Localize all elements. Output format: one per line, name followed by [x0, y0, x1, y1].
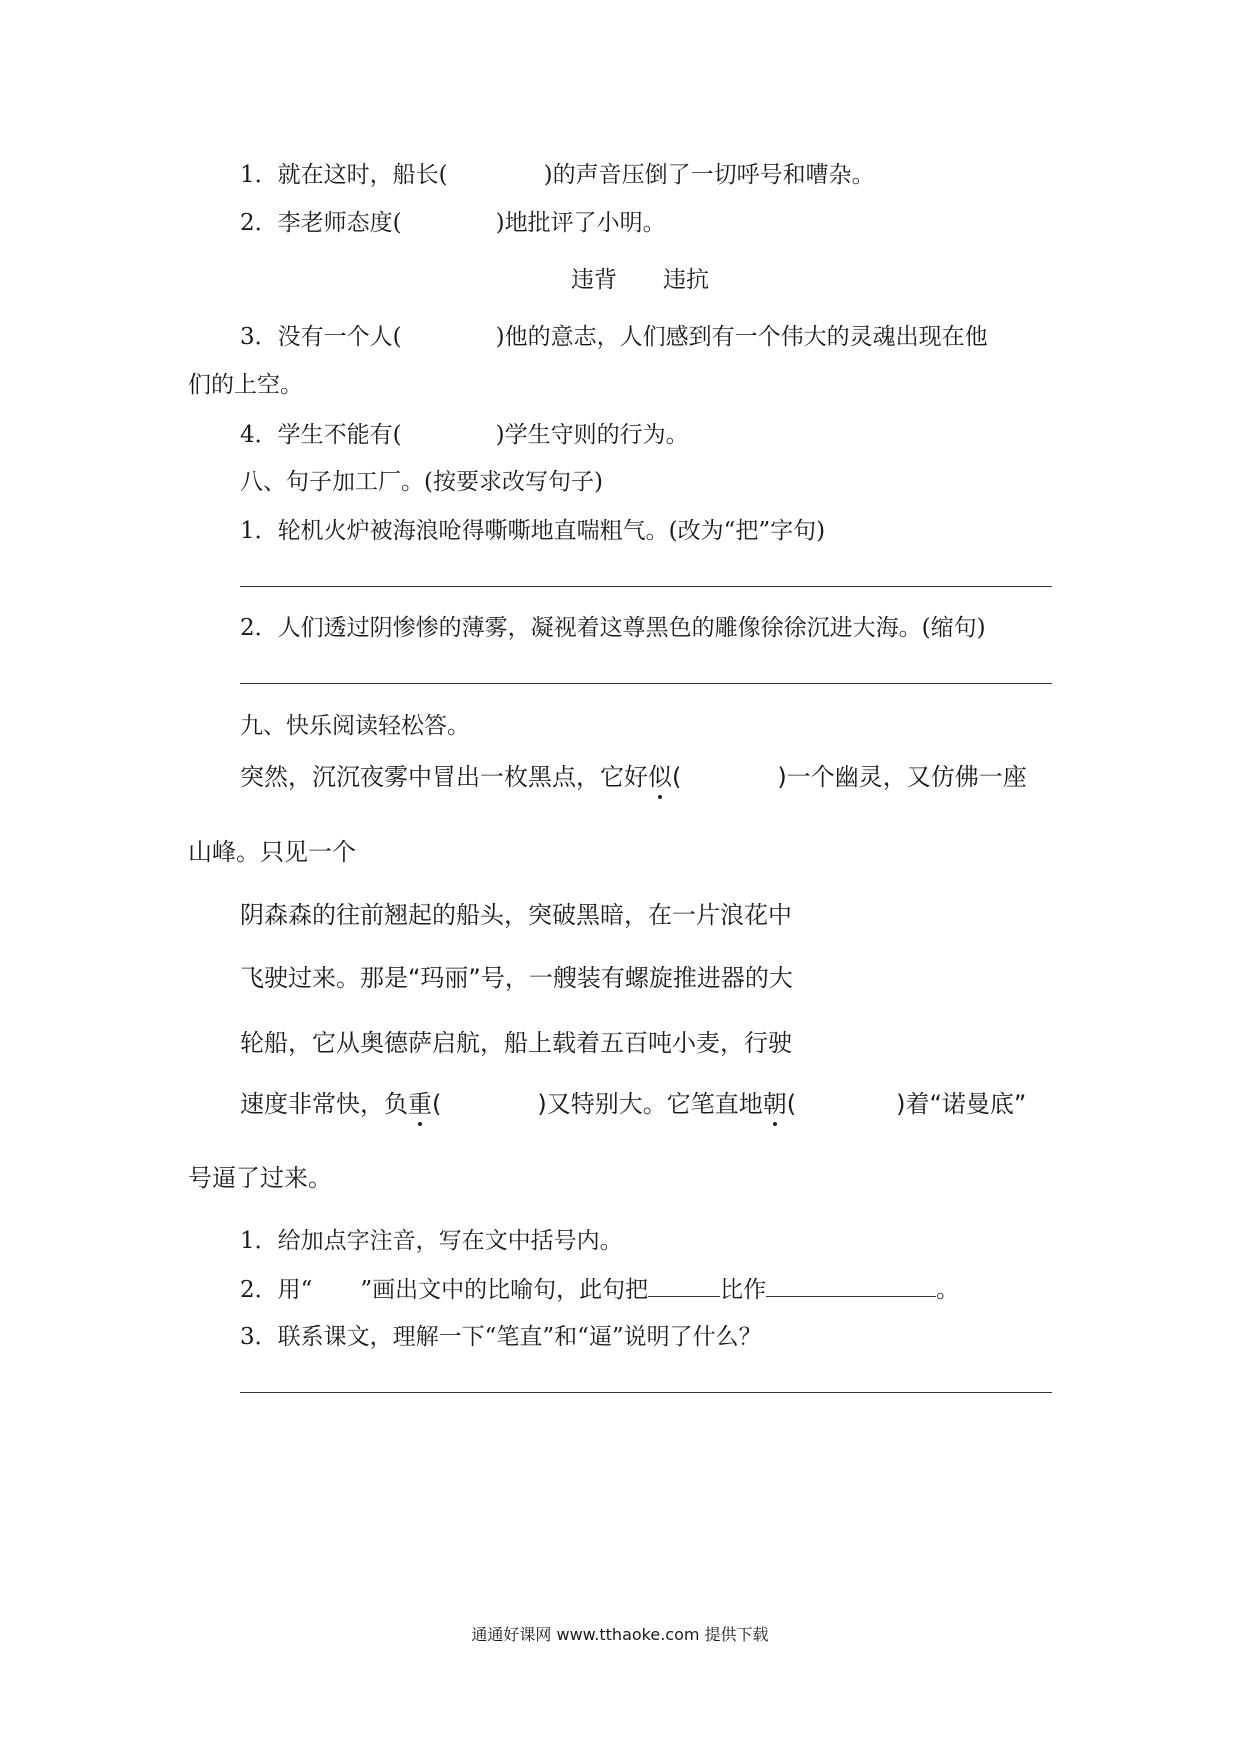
passage-line-6: 速度非常快，负重( )又特别大。它笔直地朝( )着“诺曼底”: [240, 1090, 1027, 1118]
dotted-char: 朝: [762, 1090, 787, 1118]
question-1: 1．就在这时，船长( )的声音压倒了一切呼号和嘈杂。: [240, 162, 875, 188]
passage-line-2: 山峰。只见一个: [188, 838, 356, 866]
dotted-char: 似: [648, 763, 672, 791]
question-2: 2．李老师态度( )地批评了小明。: [240, 210, 666, 236]
passage-line-3: 阴森森的往前翘起的船头，突破黑暗，在一片浪花中: [240, 901, 792, 929]
footer: 通通好课网 www.tthaoke.com 提供下载: [471, 1625, 769, 1644]
dotted-char: 重: [408, 1090, 432, 1118]
word-pair: 违背 违抗: [571, 267, 709, 293]
section-8-question-2: 2．人们透过阴惨惨的薄雾，凝视着这尊黑色的雕像徐徐沉进大海。(缩句): [240, 615, 986, 641]
section-8-heading: 八、句子加工厂。(按要求改写句子): [240, 469, 603, 495]
passage-line-5: 轮船，它从奥德萨启航，船上载着五百吨小麦，行驶: [240, 1029, 792, 1057]
answer-line[interactable]: [240, 586, 1052, 587]
section-9-question-3: 3．联系课文，理解一下“笔直”和“逼”说明了什么？: [240, 1324, 762, 1350]
answer-line[interactable]: [240, 683, 1052, 684]
passage-line-4: 飞驶过来。那是“玛丽”号，一艘装有螺旋推进器的大: [240, 964, 793, 992]
answer-blank[interactable]: [766, 1278, 936, 1297]
question-3-continuation: 们的上空。: [188, 372, 303, 398]
wavy-underline-sample: [312, 1275, 360, 1305]
passage-line-7: 号逼了过来。: [188, 1164, 332, 1192]
question-4: 4．学生不能有( )学生守则的行为。: [240, 422, 689, 448]
section-8-question-1: 1．轮机火炉被海浪呛得嘶嘶地直喘粗气。(改为“把”字句): [240, 518, 826, 544]
section-9-question-2: 2．用“ ”画出文中的比喻句，此句把 比作 。: [240, 1277, 960, 1303]
section-9-heading: 九、快乐阅读轻松答。: [240, 713, 470, 739]
passage-line-1: 突然，沉沉夜雾中冒出一枚黑点，它好似( )一个幽灵，又仿佛一座: [240, 763, 1027, 791]
section-9-question-1: 1．给加点字注音，写在文中括号内。: [240, 1228, 623, 1254]
answer-line[interactable]: [240, 1392, 1052, 1393]
question-3: 3．没有一个人( )他的意志，人们感到有一个伟大的灵魂出现在他: [240, 324, 988, 350]
answer-blank[interactable]: [648, 1278, 720, 1297]
